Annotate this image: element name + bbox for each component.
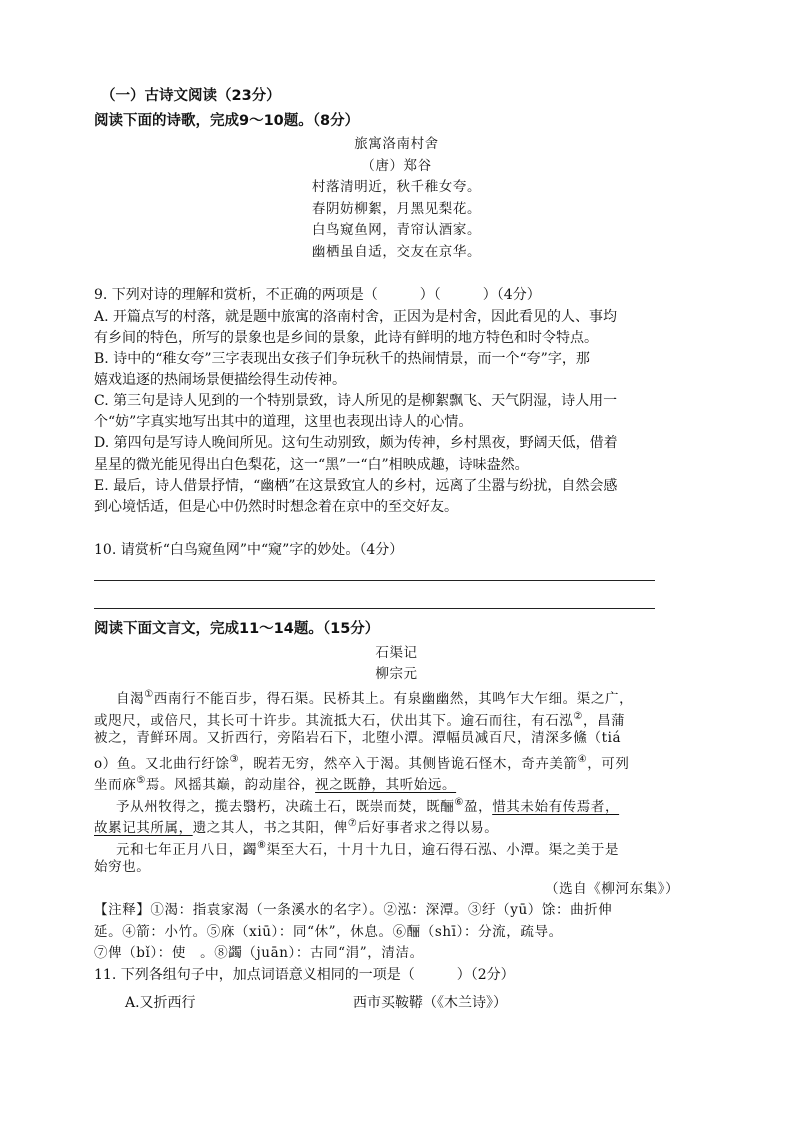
prose-line-9: 始穷也。 xyxy=(94,859,151,875)
prose-line-7: 故累记其所属，遗之其人，书之其阳，俾⑦后好事者求之得以易。 xyxy=(94,818,499,836)
footnote-mark: ⑧ xyxy=(257,840,267,851)
q9-option-b-line-1: B. 诗中的“稚女夸”三字表现出女孩子们争玩秋千的热闹情景，而一个“夸”字，那 xyxy=(94,351,590,367)
poem-line-4: 幽栖虽自适，交友在京华。 xyxy=(311,244,482,260)
q9-option-e-line-1: E. 最后，诗人借景抒情，“幽栖”在这景致宜人的乡村，远离了尘嚣与纷扰，自然会感 xyxy=(94,478,618,494)
poem-instruction: 阅读下面的诗歌，完成9～10题。（8分） xyxy=(94,113,360,129)
q9-option-c-line-1: C. 第三句是诗人见到的一个特别景致，诗人所见的是柳絮飘飞、天气阴湿，诗人用一 xyxy=(94,393,618,409)
prose-line-6: 予从州牧得之，揽去翳朽，决疏土石，既崇而焚，既酾⑥盈，惜其未始有传焉者， xyxy=(116,797,620,815)
answer-line-1[interactable] xyxy=(94,580,655,581)
q9-option-a-line-1: A. 开篇点写的村落，就是题中旅寓的洛南村舍，正因为是村舍，因此看见的人、事均 xyxy=(94,309,618,325)
footnote-mark: ⑤ xyxy=(136,775,146,786)
notes-line-1: 【注释】①渴：指袁家渴（一条溪水的名字）。②泓：深潭。③纡（yū）馀：曲折伸 xyxy=(94,902,613,918)
underlined-sentence: 惜其未始有传焉者， xyxy=(492,799,620,815)
q9-stem: 9. 下列对诗的理解和赏析，不正确的两项是（ ）（ ）（4分） xyxy=(94,287,541,303)
poem-line-2: 春阴妨柳絮，月黑见梨花。 xyxy=(311,201,482,217)
prose-title: 石渠记 xyxy=(375,645,418,661)
prose-line-4: o）鱼。又北曲行纡馀③，睨若无穷，然卒入于渴。其侧皆诡石怪木，奇卉美箭④，可列 xyxy=(94,754,630,772)
q9-option-d-line-2: 星星的微光能见得出白色梨花，这一“黑”一“白”相映成趣，诗味盎然。 xyxy=(94,457,529,473)
q11-stem: 11. 下列各组句子中，加点词语意义相同的一项是（ ）（2分） xyxy=(94,967,515,983)
underlined-sentence: 故累记其所属， xyxy=(94,820,193,836)
q11-option-a-right: 西市买鞍鞯（《木兰诗》） xyxy=(353,995,507,1011)
q9-option-a-line-2: 有乡间的特色，所写的景象也是乡间的景象，此诗有鲜明的地方特色和时令特点。 xyxy=(94,330,598,346)
section-title: （一）古诗文阅读（23分） xyxy=(101,88,281,104)
footnote-mark: ② xyxy=(573,711,583,722)
q9-option-e-line-2: 到心境恬适，但是心中仍然时时想念着在京中的至交好友。 xyxy=(94,499,458,515)
underlined-sentence: 视之既静，其听始远。 xyxy=(315,777,457,793)
footnote-mark: ③ xyxy=(229,754,240,765)
prose-line-3: 被之，青鲜环周。又折西行，旁陷岩石下，北堕小潭。潭幅员减百尺，清深多鯈（tiá xyxy=(94,730,622,746)
poem-line-3: 白鸟窥鱼网，青帘认酒家。 xyxy=(311,222,482,238)
prose-line-5: 坐而庥⑤焉。风摇其巅，韵动崖谷，视之既静，其听始远。 xyxy=(94,775,457,793)
poem-line-1: 村落清明近，秋千稚女夸。 xyxy=(311,179,482,195)
footnote-mark: ④ xyxy=(577,754,588,765)
footnote-mark: ⑥ xyxy=(454,797,464,808)
footnote-mark: ① xyxy=(144,689,154,700)
poem-title: 旅寓洛南村舍 xyxy=(354,136,439,152)
notes-line-2: 延。④箭：小竹。⑤庥（xiū）：同“休”，休息。⑥酾（shī）：分流，疏导。 xyxy=(94,924,563,940)
q11-option-a-left: A.又折西行 xyxy=(125,995,196,1011)
prose-instruction: 阅读下面文言文，完成11～14题。（15分） xyxy=(94,621,380,637)
poem-author: （唐）郑谷 xyxy=(361,158,432,174)
prose-author: 柳宗元 xyxy=(375,666,418,682)
prose-source: （选自《柳河东集》） xyxy=(545,881,680,897)
q9-option-c-line-2: 个“妨”字真实地写出其中的道理，这里也表现出诗人的心情。 xyxy=(94,414,473,430)
prose-line-8: 元和七年正月八日，蠲⑧渠至大石，十月十九日，逾石得石泓、小潭。渠之美于是 xyxy=(116,840,620,858)
footnote-mark: ⑦ xyxy=(347,818,358,829)
q10-stem: 10. 请赏析“白鸟窥鱼网”中“窥”字的妙处。（4分） xyxy=(94,542,404,558)
answer-line-2[interactable] xyxy=(94,608,655,609)
q9-option-b-line-2: 嬉戏追逐的热闹场景便描绘得生动传神。 xyxy=(94,372,346,388)
q9-option-d-line-1: D. 第四句是写诗人晚间所见。这句生动别致，颇为传神，乡村黑夜，野阔天低，借着 xyxy=(94,435,618,451)
prose-line-1: 自渴①西南行不能百步，得石渠。民桥其上。有泉幽幽然，其鸣乍大乍细。渠之广， xyxy=(116,689,634,707)
prose-line-2: 或咫尺，或倍尺，其长可十许步。其流抵大石，伏出其下。逾石而往，有石泓②，昌蒲 xyxy=(94,711,626,729)
notes-line-3: ⑦俾（bǐ）：使 。⑧蠲（juān）：古同“涓”，清洁。 xyxy=(94,945,424,961)
